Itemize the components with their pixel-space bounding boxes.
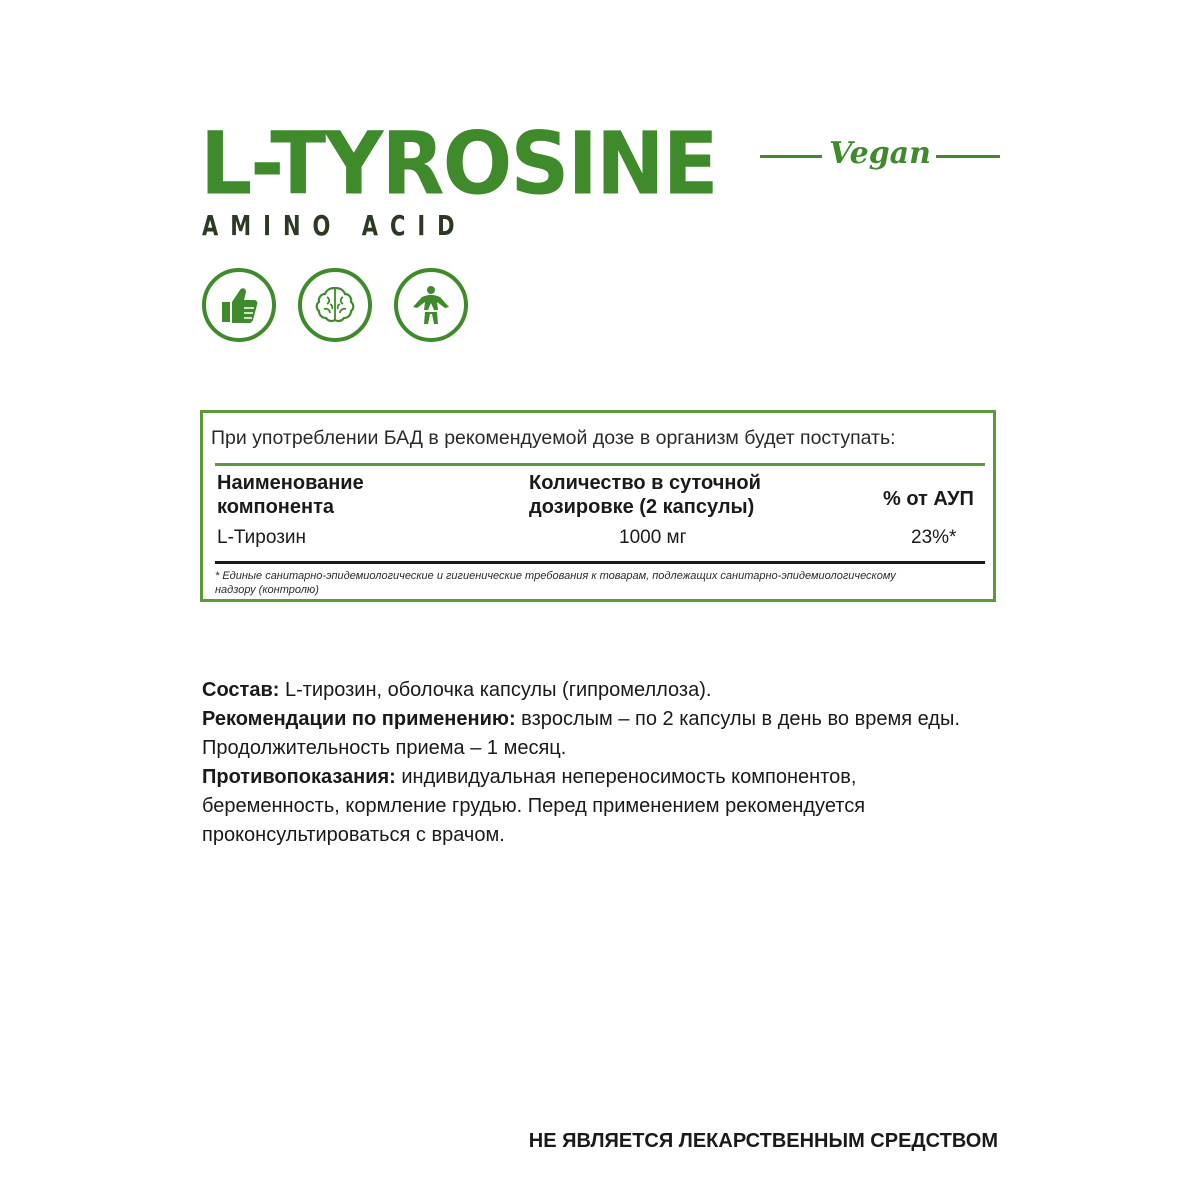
product-title: L-TYROSINE [200,114,717,215]
header-percent: % от АУП [883,488,974,510]
header-divider [215,463,985,466]
composition-paragraph [202,676,982,705]
usage-paragraph [202,705,982,763]
vegan-left-line [760,155,822,158]
product-info [202,676,982,850]
composition-text: L-тирозин, оболочка капсулы (гипромеллоза). [279,679,712,701]
vegan-label: Vegan [829,136,931,171]
header-amount: Количество в суточной дозировке (2 капсулы) [529,472,761,518]
usage-text: взрослым – по 2 капсулы в день во время еды. Продолжительность приема – 1 месяц. [202,708,960,759]
footer-divider [215,561,985,564]
product-subtitle: AMINO ACID [202,209,467,242]
row-component: L-Тирозин [217,527,307,548]
composition-label: Состав: [202,679,280,701]
contraindications-paragraph [202,763,982,850]
athlete-icon [394,268,468,342]
vegan-right-line [936,155,1000,158]
disclaimer: НЕ ЯВЛЯЕТСЯ ЛЕКАРСТВЕННЫМ СРЕДСТВОМ [528,1130,998,1152]
nutrition-footnote: * Единые санитарно-эпидемиологические и гигиенические требования к товарам, подлежащих санитарно-эпидемиологическому надзору (контролю) [215,570,896,596]
nutrition-table [200,410,996,602]
thumbs-up-icon [202,268,276,342]
nutrition-intro: При употреблении БАД в рекомендуемой дозе в организм будет поступать: [211,427,896,449]
usage-label: Рекомендации по применению: [202,708,516,730]
contraindications-label: Противопоказания: [202,766,396,788]
row-amount: 1000 мг [619,527,687,548]
contraindications-text: индивидуальная непереносимость компонентов, беременность, кормление грудью. Перед применением рекомендуется проконсультироваться с врачом. [202,766,866,846]
row-percent: 23%* [911,527,957,548]
header-component: Наименование компонента [217,472,364,518]
vegan-badge [760,132,1000,182]
brain-icon [298,268,372,342]
